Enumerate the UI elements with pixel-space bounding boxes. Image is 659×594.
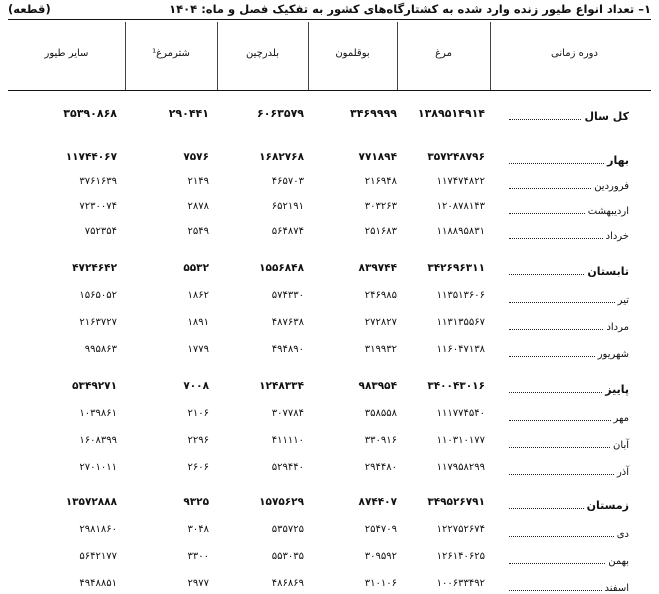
cell-quail: ۱۲۴۸۳۳۴ [259,380,304,392]
leader-dots [509,420,611,421]
cell-ostrich: ۷۰۰۸ [183,380,209,392]
row-label [509,380,629,396]
cell-quail: ۵۷۴۳۳۰ [271,290,304,301]
cell-chicken: ۳۵۷۲۴۸۷۹۶ [427,151,485,163]
row-label-text: پاییز [605,383,629,396]
table-title: ۱– تعداد انواع طیور زنده وارد شده به کشتارگاه‌های کشور به تفکیک فصل و ماه: ۱۴۰۴ [169,2,651,16]
row-label [509,317,629,333]
row-label-text: فروردین [594,181,629,192]
cell-chicken: ۱۲۲۷۵۲۶۷۴ [436,524,485,535]
leader-dots [509,274,584,275]
unit-label: (قطعه) [8,2,51,16]
cell-turkey: ۸۷۴۴۰۷ [358,496,397,508]
table-row [0,176,659,192]
cell-turkey: ۳۳۰۹۱۶ [364,435,397,446]
cell-other: ۳۵۳۹۰۸۶۸ [63,107,117,120]
cell-turkey: ۲۱۶۹۴۸ [364,176,397,187]
table-row [0,201,659,217]
leader-dots [509,302,615,303]
leader-dots [509,238,603,239]
table-row [0,435,659,451]
cell-turkey: ۸۳۹۷۴۴ [358,262,397,274]
cell-chicken: ۳۴۹۵۲۶۷۹۱ [427,496,485,508]
cell-other: ۵۳۴۹۲۷۱ [72,380,117,392]
cell-other: ۱۱۷۴۴۰۶۷ [65,151,117,163]
row-label-text: زمستان [586,499,629,512]
table-row [0,408,659,424]
header-ostrich: شترمرغ¹ [152,48,190,59]
row-label-text: اردیبهشت [587,206,629,217]
row-label-text: تابستان [587,265,629,278]
cell-chicken: ۱۱۷۴۷۴۸۲۲ [436,176,485,187]
leader-dots [509,213,585,214]
row-label [509,344,629,360]
cell-quail: ۶۵۲۱۹۱ [271,201,304,212]
cell-chicken: ۱۱۱۷۷۴۵۴۰ [436,408,485,419]
cell-turkey: ۲۵۱۶۸۳ [364,226,397,237]
header-quail: بلدرچین [246,48,279,59]
cell-ostrich: ۲۹۰۴۴۱ [168,107,209,120]
table-row [0,107,659,123]
cell-ostrich: ۲۲۹۶ [187,435,209,446]
cell-quail: ۵۳۵۷۲۵ [271,524,304,535]
cell-quail: ۱۵۷۵۶۲۹ [259,496,304,508]
cell-turkey: ۹۸۳۹۵۴ [358,380,397,392]
row-label-text: بهار [607,154,629,167]
cell-other: ۱۶۰۸۳۹۹ [79,435,117,446]
cell-chicken: ۱۲۰۸۷۸۱۴۳ [436,201,485,212]
cell-other: ۱۵۶۵۰۵۲ [79,290,117,301]
cell-other: ۳۷۶۱۶۳۹ [79,176,117,187]
row-label-text: کل سال [584,110,629,123]
row-label [509,524,629,540]
cell-ostrich: ۲۸۷۸ [187,201,209,212]
row-label [509,496,629,512]
row-label [509,435,629,451]
table-row [0,380,659,396]
cell-turkey: ۲۵۴۷۰۹ [364,524,397,535]
cell-chicken: ۱۱۰۳۱۰۱۷۷ [436,435,485,446]
row-label-text: تیر [617,295,629,306]
cell-quail: ۴۸۷۶۳۸ [271,317,304,328]
row-label [509,408,629,424]
header-chicken: مرغ [435,48,452,59]
table-row [0,462,659,478]
cell-other: ۷۵۲۳۵۴ [84,226,117,237]
leader-dots [509,563,605,564]
cell-ostrich: ۱۷۷۹ [187,344,209,355]
cell-ostrich: ۲۱۰۶ [187,408,209,419]
cell-ostrich: ۲۹۷۷ [187,578,209,589]
leader-dots [509,447,610,448]
cell-chicken: ۳۴۰۰۴۳۰۱۶ [427,380,485,392]
cell-quail: ۱۶۸۲۷۶۸ [259,151,304,163]
row-label-text: شهریور [597,349,629,360]
row-label [509,290,629,306]
cell-other: ۵۶۴۲۱۷۷ [79,551,117,562]
row-label-text: خرداد [605,231,629,242]
row-label [509,201,629,217]
cell-other: ۷۲۳۰۰۷۴ [79,201,117,212]
cell-chicken: ۱۱۸۸۹۵۸۳۱ [436,226,485,237]
leader-dots [509,590,602,591]
header-turkey: بوقلمون [335,48,370,59]
row-label [509,262,629,278]
cell-turkey: ۳۰۹۵۹۲ [364,551,397,562]
cell-quail: ۴۸۶۸۶۹ [271,578,304,589]
row-label [509,107,629,123]
row-label [509,462,629,478]
cell-turkey: ۲۷۲۸۲۷ [364,317,397,328]
cell-ostrich: ۳۳۰۰ [187,551,209,562]
leader-dots [509,356,595,357]
cell-chicken: ۱۱۳۵۱۳۶۰۶ [436,290,485,301]
leader-dots [509,508,584,509]
cell-ostrich: ۲۶۰۶ [187,462,209,473]
cell-chicken: ۱۲۶۱۴۰۶۲۵ [436,551,485,562]
cell-quail: ۴۶۵۷۰۳ [271,176,304,187]
cell-ostrich: ۱۸۶۲ [187,290,209,301]
cell-chicken: ۱۱۳۱۳۵۵۶۷ [436,317,485,328]
cell-ostrich: ۲۵۴۹ [187,226,209,237]
table-row [0,151,659,167]
cell-quail: ۱۵۵۶۸۴۸ [259,262,304,274]
header-other-poultry: سایر طیور [44,48,89,59]
cell-turkey: ۷۷۱۸۹۴ [358,151,397,163]
cell-quail: ۵۶۴۸۷۴ [271,226,304,237]
row-label [509,176,629,192]
row-label [509,551,629,567]
cell-quail: ۳۰۷۷۸۴ [271,408,304,419]
leader-dots [509,119,581,120]
top-rule [8,19,651,20]
table-row [0,290,659,306]
cell-other: ۲۷۰۱۰۱۱ [79,462,117,473]
header-bottom-rule [8,90,651,91]
row-label-text: بهمن [608,556,629,567]
table-row [0,551,659,567]
row-label-text: آبان [613,440,629,451]
leader-dots [509,474,614,475]
cell-other: ۱۳۵۷۲۸۸۸ [65,496,117,508]
cell-other: ۱۰۳۹۸۶۱ [79,408,117,419]
cell-turkey: ۳۰۳۲۶۳ [364,201,397,212]
table-row [0,524,659,540]
leader-dots [509,536,614,537]
cell-turkey: ۳۱۰۱۰۶ [364,578,397,589]
cell-quail: ۶۰۶۳۵۷۹ [257,107,304,120]
leader-dots [509,163,604,164]
cell-turkey: ۳۵۸۵۵۸ [364,408,397,419]
header-period: دوره زمانی [551,48,598,59]
cell-other: ۴۷۲۴۶۴۲ [72,262,117,274]
cell-chicken: ۱۱۶۰۴۷۱۳۸ [436,344,485,355]
cell-other: ۲۹۸۱۸۶۰ [79,524,117,535]
cell-quail: ۵۲۹۴۴۰ [271,462,304,473]
cell-turkey: ۲۹۴۴۸۰ [364,462,397,473]
cell-turkey: ۳۴۶۹۹۹۹ [350,107,397,120]
row-label [509,226,629,242]
row-label-text: دی [616,529,629,540]
cell-chicken: ۱۱۷۹۵۸۲۹۹ [436,462,485,473]
cell-quail: ۵۵۳۰۳۵ [271,551,304,562]
table-row [0,496,659,512]
table-row [0,344,659,360]
cell-other: ۹۹۵۸۶۳ [84,344,117,355]
row-label-text: مهر [613,413,629,424]
cell-other: ۴۹۴۸۸۵۱ [79,578,117,589]
cell-turkey: ۳۱۹۹۳۲ [364,344,397,355]
row-label-text: آذر [616,467,629,478]
cell-ostrich: ۱۸۹۱ [187,317,209,328]
table-row [0,317,659,333]
cell-quail: ۴۱۱۱۱۰ [271,435,304,446]
cell-ostrich: ۳۰۴۸ [187,524,209,535]
row-label [509,151,629,167]
cell-quail: ۴۹۴۸۹۰ [271,344,304,355]
cell-ostrich: ۹۳۲۵ [183,496,209,508]
cell-chicken: ۱۰۰۶۳۳۴۹۲ [436,578,485,589]
table-row [0,578,659,594]
cell-turkey: ۲۴۶۹۸۵ [364,290,397,301]
cell-ostrich: ۵۵۳۲ [183,262,209,274]
cell-chicken: ۱۳۸۹۵۱۴۹۱۴ [417,107,485,120]
leader-dots [509,188,591,189]
table-row [0,226,659,242]
cell-ostrich: ۲۱۴۹ [187,176,209,187]
leader-dots [509,329,603,330]
row-label [509,578,629,594]
cell-ostrich: ۷۵۷۶ [183,151,209,163]
row-label-text: اسفند [604,583,629,594]
cell-chicken: ۳۴۲۶۹۶۳۱۱ [427,262,485,274]
row-label-text: مرداد [606,322,629,333]
cell-other: ۲۱۶۳۷۲۷ [79,317,117,328]
leader-dots [509,392,602,393]
table-row [0,262,659,278]
